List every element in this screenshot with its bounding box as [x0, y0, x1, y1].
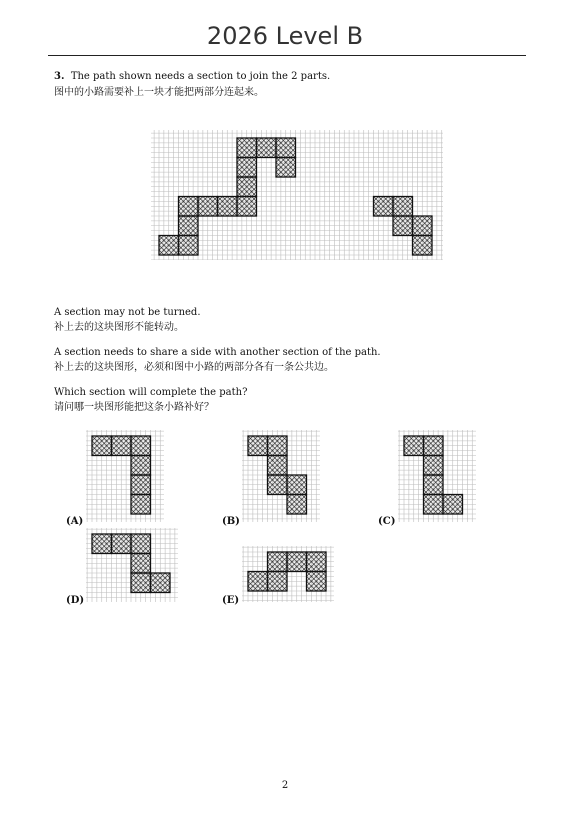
path-tile: [179, 216, 199, 236]
path-tile: [268, 475, 288, 495]
option-c-figure[interactable]: [398, 430, 476, 522]
option-b-label[interactable]: (B): [222, 516, 240, 527]
main-path-figure: [151, 130, 443, 260]
option-e-label[interactable]: (E): [222, 595, 240, 606]
path-tile: [287, 552, 307, 572]
path-tile: [248, 572, 268, 592]
ask-zh: 请问哪一块图形能把这条小路补好？: [54, 402, 214, 413]
path-tile: [257, 138, 277, 158]
path-tile: [307, 552, 327, 572]
option-a-figure[interactable]: [86, 430, 164, 522]
path-tile: [179, 236, 199, 256]
option-e-figure[interactable]: [242, 546, 334, 602]
question-intro-zh: 图中的小路需要补上一块才能把两部分连起来。: [54, 87, 264, 98]
path-tile: [237, 197, 257, 217]
path-tile: [268, 436, 288, 456]
path-tile: [92, 534, 112, 554]
path-tile: [112, 534, 132, 554]
ask-en: Which section will complete the path?: [54, 387, 248, 398]
path-tile: [159, 236, 179, 256]
path-tile: [131, 495, 151, 515]
path-tile: [276, 138, 296, 158]
question-intro-en-text: The path shown needs a section to join the 2 parts.: [70, 71, 331, 82]
path-tile: [393, 197, 413, 217]
path-tile: [112, 436, 132, 456]
path-tile: [424, 456, 444, 476]
option-b-figure[interactable]: [242, 430, 320, 522]
path-tile: [179, 197, 199, 217]
path-tile: [131, 456, 151, 476]
path-tile: [424, 436, 444, 456]
path-tile: [443, 495, 463, 515]
path-tile: [268, 572, 288, 592]
path-tile: [393, 216, 413, 236]
path-tile: [276, 158, 296, 178]
option-d-figure[interactable]: [86, 528, 178, 602]
path-tile: [92, 436, 112, 456]
path-tile: [218, 197, 238, 217]
path-tile: [237, 138, 257, 158]
header-divider: [48, 55, 526, 56]
path-tile: [424, 475, 444, 495]
path-tile: [268, 552, 288, 572]
path-tile: [268, 456, 288, 476]
path-tile: [131, 573, 151, 593]
option-c-label[interactable]: (C): [378, 516, 396, 527]
path-tile: [131, 554, 151, 574]
rule1-zh: 补上去的这块图形不能转动。: [54, 322, 184, 333]
path-tile: [287, 475, 307, 495]
page-number: 2: [281, 780, 289, 791]
page-header-title: 2026 Level B: [206, 22, 364, 50]
path-tile: [248, 436, 268, 456]
option-a-label[interactable]: (A): [66, 516, 84, 527]
question-intro-en: [54, 70, 330, 84]
path-tile: [131, 475, 151, 495]
path-tile: [237, 177, 257, 197]
option-d-label[interactable]: (D): [66, 595, 85, 606]
question-number: 3.: [54, 71, 65, 82]
path-tile: [151, 573, 171, 593]
path-tile: [131, 534, 151, 554]
path-tile: [413, 216, 433, 236]
path-tile: [131, 436, 151, 456]
rule2-zh: 补上去的这块图形，必须和图中小路的两部分各有一条公共边。: [54, 362, 334, 373]
path-tile: [424, 495, 444, 515]
path-tile: [237, 158, 257, 178]
path-tile: [404, 436, 424, 456]
path-tile: [413, 236, 433, 256]
rule2-en: A section needs to share a side with another section of the path.: [54, 347, 381, 358]
path-tile: [198, 197, 218, 217]
rule1-en: A section may not be turned.: [54, 307, 201, 318]
path-tile: [287, 495, 307, 515]
path-tile: [307, 572, 327, 592]
path-tile: [374, 197, 394, 217]
